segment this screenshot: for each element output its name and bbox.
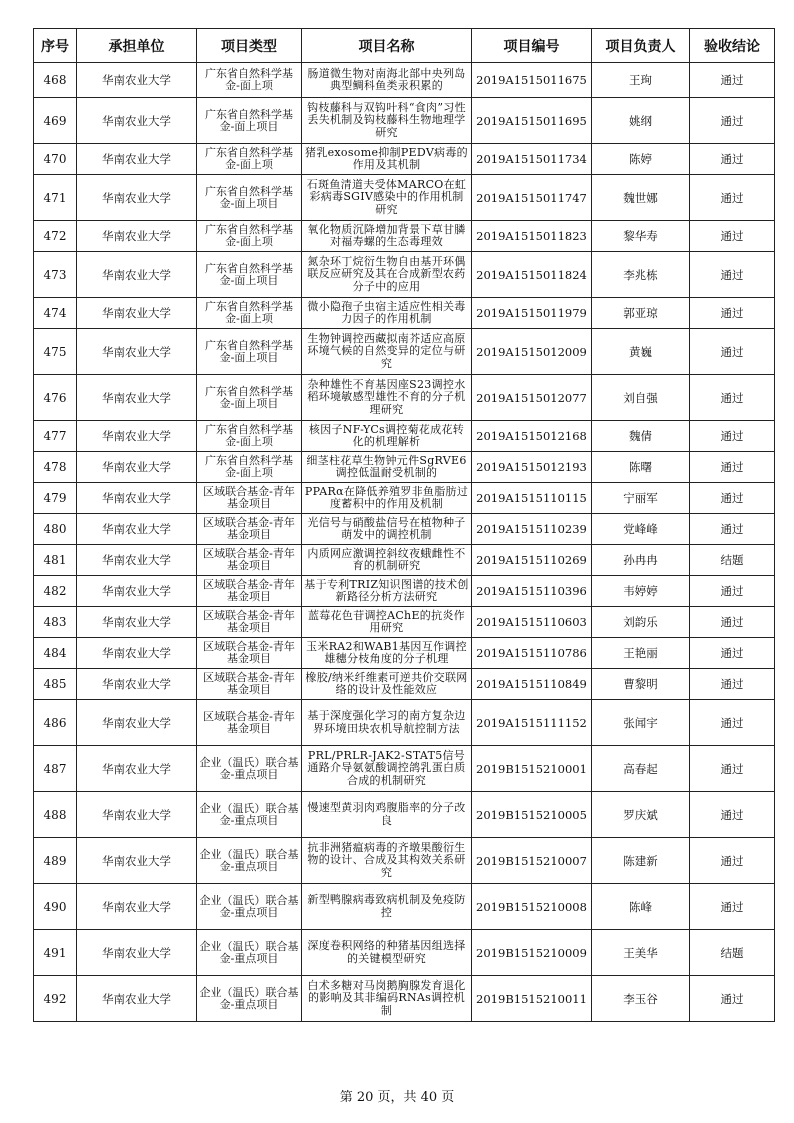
row-leader: 党峰峰 [592, 514, 690, 545]
row-conclusion: 通过 [690, 669, 775, 700]
row-number: 477 [34, 421, 77, 452]
row-unit: 华南农业大学 [77, 298, 197, 329]
row-conclusion: 结题 [690, 930, 775, 976]
row-project-type: 广东省自然科学基金-面上项目 [197, 375, 302, 421]
row-project-name: 抗非洲猪瘟病毒的齐墩果酸衍生物的设计、合成及其构效关系研究 [302, 838, 472, 884]
table-row [34, 700, 775, 746]
row-number: 474 [34, 298, 77, 329]
row-conclusion: 通过 [690, 792, 775, 838]
row-unit: 华南农业大学 [77, 700, 197, 746]
row-project-name: 深度卷积网络的种猪基因组选择的关键模型研究 [302, 930, 472, 976]
row-project-name: 新型鸭腺病毒致病机制及免疫防控 [302, 884, 472, 930]
row-conclusion: 通过 [690, 375, 775, 421]
table-row [34, 607, 775, 638]
row-leader: 王珣 [592, 63, 690, 98]
row-leader: 张闻宇 [592, 700, 690, 746]
row-number: 469 [34, 98, 77, 144]
row-project-name: 玉米RA2和WAB1基因互作调控雄穗分枝角度的分子机理 [302, 638, 472, 669]
row-number: 484 [34, 638, 77, 669]
row-leader: 郭亚琼 [592, 298, 690, 329]
row-number: 468 [34, 63, 77, 98]
row-project-code: 2019A1515011824 [472, 252, 592, 298]
row-project-name: 微小隐孢子虫宿主适应性相关毒力因子的作用机制 [302, 298, 472, 329]
row-project-code: 2019B1515210001 [472, 746, 592, 792]
row-leader: 宁丽军 [592, 483, 690, 514]
row-project-code: 2019A1515110239 [472, 514, 592, 545]
row-project-type: 区域联合基金-青年基金项目 [197, 483, 302, 514]
row-leader: 高春起 [592, 746, 690, 792]
row-project-code: 2019A1515011747 [472, 175, 592, 221]
row-number: 489 [34, 838, 77, 884]
row-number: 471 [34, 175, 77, 221]
row-project-type: 企业（温氏）联合基金-重点项目 [197, 884, 302, 930]
row-conclusion: 通过 [690, 144, 775, 175]
row-project-code: 2019B1515210009 [472, 930, 592, 976]
table-row [34, 221, 775, 252]
table-row [34, 144, 775, 175]
row-unit: 华南农业大学 [77, 329, 197, 375]
row-unit: 华南农业大学 [77, 452, 197, 483]
row-leader: 陈建新 [592, 838, 690, 884]
row-leader: 刘韵乐 [592, 607, 690, 638]
row-conclusion: 通过 [690, 421, 775, 452]
row-conclusion: 通过 [690, 700, 775, 746]
table-header-row [34, 29, 775, 63]
row-conclusion: 通过 [690, 838, 775, 884]
row-project-code: 2019B1515210005 [472, 792, 592, 838]
row-project-name: 核因子NF-YCs调控菊花成花转化的机理解析 [302, 421, 472, 452]
table-row [34, 421, 775, 452]
row-unit: 华南农业大学 [77, 930, 197, 976]
project-acceptance-table [33, 28, 775, 1022]
row-project-code: 2019A1515011979 [472, 298, 592, 329]
row-conclusion: 通过 [690, 514, 775, 545]
row-conclusion: 通过 [690, 607, 775, 638]
header-code: 项目编号 [472, 29, 592, 63]
row-project-type: 广东省自然科学基金-面上项 [197, 298, 302, 329]
row-conclusion: 通过 [690, 452, 775, 483]
header-type: 项目类型 [197, 29, 302, 63]
row-unit: 华南农业大学 [77, 175, 197, 221]
table-row [34, 63, 775, 98]
row-conclusion: 通过 [690, 175, 775, 221]
row-project-code: 2019A1515012168 [472, 421, 592, 452]
row-leader: 李兆栋 [592, 252, 690, 298]
row-leader: 王美华 [592, 930, 690, 976]
row-number: 480 [34, 514, 77, 545]
table-row [34, 483, 775, 514]
table-row [34, 669, 775, 700]
row-leader: 韦婷婷 [592, 576, 690, 607]
row-leader: 李玉谷 [592, 976, 690, 1022]
row-conclusion: 通过 [690, 221, 775, 252]
table-row [34, 838, 775, 884]
row-leader: 罗庆斌 [592, 792, 690, 838]
project-table-container [33, 28, 774, 1022]
row-project-name: 橡胶/纳米纤维素可逆共价交联网络的设计及性能效应 [302, 669, 472, 700]
row-number: 483 [34, 607, 77, 638]
table-row [34, 452, 775, 483]
row-conclusion: 通过 [690, 746, 775, 792]
row-project-type: 广东省自然科学基金-面上项 [197, 221, 302, 252]
row-conclusion: 通过 [690, 98, 775, 144]
row-project-type: 区域联合基金-青年基金项目 [197, 700, 302, 746]
row-unit: 华南农业大学 [77, 607, 197, 638]
row-conclusion: 通过 [690, 329, 775, 375]
row-project-name: 基于专利TRIZ知识图谱的技术创新路径分析方法研究 [302, 576, 472, 607]
row-leader: 曹黎明 [592, 669, 690, 700]
row-unit: 华南农业大学 [77, 221, 197, 252]
row-unit: 华南农业大学 [77, 669, 197, 700]
row-number: 487 [34, 746, 77, 792]
row-number: 486 [34, 700, 77, 746]
row-number: 478 [34, 452, 77, 483]
table-row [34, 545, 775, 576]
row-project-type: 企业（温氏）联合基金-重点项目 [197, 976, 302, 1022]
row-project-type: 广东省自然科学基金-面上项 [197, 452, 302, 483]
row-leader: 魏倩 [592, 421, 690, 452]
row-unit: 华南农业大学 [77, 884, 197, 930]
row-project-name: 肠道微生物对南海北部中央列岛典型鲷科鱼类汞积累的 [302, 63, 472, 98]
row-unit: 华南农业大学 [77, 375, 197, 421]
row-unit: 华南农业大学 [77, 252, 197, 298]
row-project-code: 2019A1515110396 [472, 576, 592, 607]
table-row [34, 884, 775, 930]
row-project-type: 广东省自然科学基金-面上项 [197, 421, 302, 452]
header-result: 验收结论 [690, 29, 775, 63]
row-project-name: 石斑鱼清道夫受体MARCO在虹彩病毒SGIV感染中的作用机制研究 [302, 175, 472, 221]
row-project-code: 2019A1515110269 [472, 545, 592, 576]
header-person: 项目负责人 [592, 29, 690, 63]
table-row [34, 792, 775, 838]
row-conclusion: 通过 [690, 63, 775, 98]
row-number: 490 [34, 884, 77, 930]
table-row [34, 175, 775, 221]
row-project-name: 猪乳exosome抑制PEDV病毒的作用及其机制 [302, 144, 472, 175]
row-project-name: 钩枝藤科与双钩叶科“食肉”习性丢失机制及钩枝藤科生物地理学研究 [302, 98, 472, 144]
table-row [34, 976, 775, 1022]
row-project-type: 广东省自然科学基金-面上项目 [197, 98, 302, 144]
row-project-name: 内质网应激调控斜纹夜蛾雌性不育的机制研究 [302, 545, 472, 576]
table-row [34, 576, 775, 607]
row-number: 492 [34, 976, 77, 1022]
row-conclusion: 通过 [690, 298, 775, 329]
row-number: 481 [34, 545, 77, 576]
row-leader: 黄巍 [592, 329, 690, 375]
row-conclusion: 通过 [690, 252, 775, 298]
table-row [34, 298, 775, 329]
row-leader: 刘自强 [592, 375, 690, 421]
row-leader: 陈婷 [592, 144, 690, 175]
row-unit: 华南农业大学 [77, 638, 197, 669]
row-project-name: 氮杂环丁烷衍生物自由基开环偶联反应研究及其在合成新型农药分子中的应用 [302, 252, 472, 298]
row-project-name: PPARα在降低养殖罗非鱼脂肪过度蓄积中的作用及机制 [302, 483, 472, 514]
row-project-type: 区域联合基金-青年基金项目 [197, 607, 302, 638]
row-number: 491 [34, 930, 77, 976]
row-project-type: 区域联合基金-青年基金项目 [197, 545, 302, 576]
row-project-name: 蓝莓花色苷调控AChE的抗炎作用研究 [302, 607, 472, 638]
row-project-name: 光信号与硝酸盐信号在植物种子萌发中的调控机制 [302, 514, 472, 545]
row-project-code: 2019A1515110115 [472, 483, 592, 514]
row-unit: 华南农业大学 [77, 976, 197, 1022]
row-conclusion: 通过 [690, 483, 775, 514]
row-project-type: 广东省自然科学基金-面上项目 [197, 252, 302, 298]
header-name: 项目名称 [302, 29, 472, 63]
row-leader: 陈峰 [592, 884, 690, 930]
row-unit: 华南农业大学 [77, 63, 197, 98]
row-project-type: 广东省自然科学基金-面上项 [197, 144, 302, 175]
row-number: 476 [34, 375, 77, 421]
table-body [34, 63, 775, 1022]
row-project-type: 企业（温氏）联合基金-重点项目 [197, 792, 302, 838]
row-unit: 华南农业大学 [77, 514, 197, 545]
table-row [34, 746, 775, 792]
row-conclusion: 通过 [690, 638, 775, 669]
row-unit: 华南农业大学 [77, 144, 197, 175]
row-leader: 姚纲 [592, 98, 690, 144]
row-project-code: 2019A1515011675 [472, 63, 592, 98]
row-number: 475 [34, 329, 77, 375]
row-project-type: 广东省自然科学基金-面上项 [197, 63, 302, 98]
row-project-code: 2019A1515110786 [472, 638, 592, 669]
table-row [34, 375, 775, 421]
row-number: 473 [34, 252, 77, 298]
row-number: 488 [34, 792, 77, 838]
row-unit: 华南农业大学 [77, 838, 197, 884]
row-project-name: 氧化物质沉降增加背景下草甘膦对福寿螺的生态毒理效 [302, 221, 472, 252]
row-number: 482 [34, 576, 77, 607]
row-project-name: 白术多糖对马岗鹅胸腺发育退化的影响及其非编码RNAs调控机制 [302, 976, 472, 1022]
row-unit: 华南农业大学 [77, 792, 197, 838]
row-project-name: PRL/PRLR-JAK2-STAT5信号通路介导氨氨酸调控鸽乳蛋白质合成的机制研究 [302, 746, 472, 792]
row-number: 472 [34, 221, 77, 252]
row-project-type: 区域联合基金-青年基金项目 [197, 576, 302, 607]
row-project-type: 企业（温氏）联合基金-重点项目 [197, 838, 302, 884]
row-leader: 王艳丽 [592, 638, 690, 669]
row-number: 485 [34, 669, 77, 700]
row-project-code: 2019A1515011823 [472, 221, 592, 252]
row-project-code: 2019A1515012009 [472, 329, 592, 375]
row-unit: 华南农业大学 [77, 483, 197, 514]
row-project-code: 2019B1515210007 [472, 838, 592, 884]
row-project-type: 企业（温氏）联合基金-重点项目 [197, 746, 302, 792]
table-row [34, 514, 775, 545]
row-number: 470 [34, 144, 77, 175]
row-project-code: 2019A1515012193 [472, 452, 592, 483]
row-project-name: 慢速型黄羽肉鸡腹脂率的分子改良 [302, 792, 472, 838]
row-project-name: 基于深度强化学习的南方复杂边界环境田块农机导航控制方法 [302, 700, 472, 746]
row-project-code: 2019B1515210008 [472, 884, 592, 930]
table-row [34, 98, 775, 144]
row-project-type: 企业（温氏）联合基金-重点项目 [197, 930, 302, 976]
row-project-type: 区域联合基金-青年基金项目 [197, 669, 302, 700]
row-leader: 孙冉冉 [592, 545, 690, 576]
row-number: 479 [34, 483, 77, 514]
table-row [34, 930, 775, 976]
row-project-type: 广东省自然科学基金-面上项目 [197, 329, 302, 375]
row-unit: 华南农业大学 [77, 545, 197, 576]
row-unit: 华南农业大学 [77, 98, 197, 144]
row-leader: 黎华寿 [592, 221, 690, 252]
row-conclusion: 通过 [690, 976, 775, 1022]
row-project-code: 2019A1515111152 [472, 700, 592, 746]
row-project-code: 2019A1515011734 [472, 144, 592, 175]
row-leader: 魏世娜 [592, 175, 690, 221]
row-conclusion: 通过 [690, 576, 775, 607]
row-project-code: 2019B1515210011 [472, 976, 592, 1022]
row-project-name: 杂种雄性不育基因座S23调控水稻环境敏感型雄性不育的分子机理研究 [302, 375, 472, 421]
row-project-type: 区域联合基金-青年基金项目 [197, 514, 302, 545]
header-no: 序号 [34, 29, 77, 63]
row-project-type: 广东省自然科学基金-面上项目 [197, 175, 302, 221]
header-unit: 承担单位 [77, 29, 197, 63]
page-footer: 第 20 页，共 40 页 [339, 1090, 455, 1105]
row-unit: 华南农业大学 [77, 421, 197, 452]
row-conclusion: 通过 [690, 884, 775, 930]
row-project-code: 2019A1515110849 [472, 669, 592, 700]
table-row [34, 638, 775, 669]
table-row [34, 329, 775, 375]
row-unit: 华南农业大学 [77, 576, 197, 607]
table-row [34, 252, 775, 298]
row-leader: 陈曙 [592, 452, 690, 483]
row-project-name: 生物钟调控西藏拟南芥适应高原环境气候的自然变异的定位与研究 [302, 329, 472, 375]
row-conclusion: 结题 [690, 545, 775, 576]
row-project-code: 2019A1515012077 [472, 375, 592, 421]
row-unit: 华南农业大学 [77, 746, 197, 792]
row-project-code: 2019A1515110603 [472, 607, 592, 638]
row-project-code: 2019A1515011695 [472, 98, 592, 144]
row-project-type: 区域联合基金-青年基金项目 [197, 638, 302, 669]
row-project-name: 细茎柱花草生物钟元件SgRVE6调控低温耐受机制的 [302, 452, 472, 483]
